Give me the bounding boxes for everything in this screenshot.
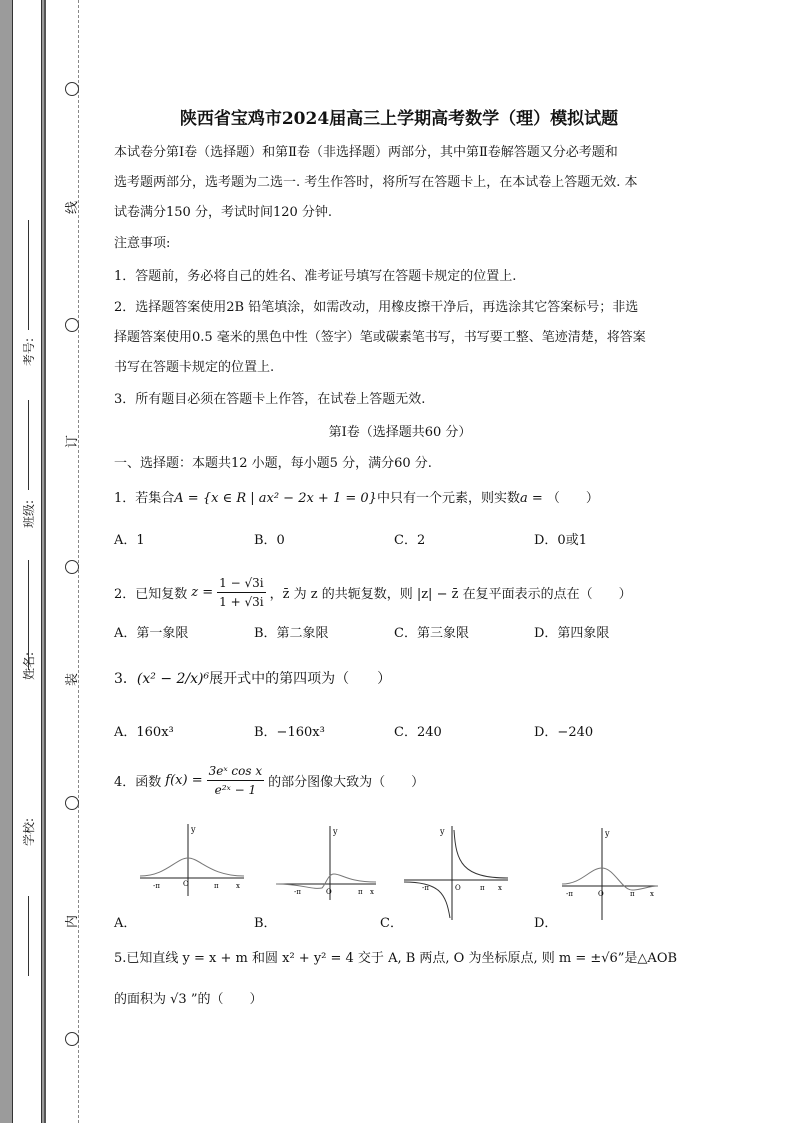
q3-suffix: 展开式中的第四项为（ ） (209, 671, 392, 687)
q3-option-c[interactable]: C．240 (394, 725, 442, 740)
q5-line2: 的面积为 √3 ”的（ ） (114, 992, 263, 1007)
q3-option-b[interactable]: B．−160x³ (254, 725, 325, 740)
question-1 (114, 484, 686, 514)
section-title: 第Ⅰ卷（选择题共60 分） (328, 425, 472, 440)
q2-option-b[interactable]: B．第二象限 (254, 626, 329, 641)
q4-graph-d (558, 824, 662, 922)
svg-text:O: O (598, 890, 604, 898)
q1-option-c[interactable]: C．2 (394, 533, 426, 548)
intro-line: 本试卷分第Ⅰ卷（选择题）和第Ⅱ卷（非选择题）两部分，其中第Ⅱ卷解答题又分必考题和 (114, 145, 618, 160)
examno-label: 考号: (22, 337, 36, 366)
notice-title: 注意事项: (114, 236, 171, 251)
cut-mark-nei: 内 (65, 914, 81, 929)
school-label: 学校: (22, 817, 36, 846)
class-label: 班级: (22, 499, 36, 528)
q4-graph-a (136, 820, 248, 900)
svg-text:x: x (650, 890, 654, 898)
q2-option-d[interactable]: D．第四象限 (534, 626, 610, 641)
svg-text:y: y (191, 825, 196, 834)
svg-text:x: x (370, 888, 374, 896)
svg-text:y: y (605, 829, 610, 838)
binding-hole (65, 82, 79, 96)
q2-suffix: ，z̄ 为 z 的共轭复数，则 |z| − z̄ 在复平面表示的点在（ ） (269, 587, 632, 602)
q1-var: a (519, 491, 528, 506)
binding-hole (65, 1032, 79, 1046)
q3-prefix: 3． (114, 671, 137, 687)
q3-option-d[interactable]: D．−240 (534, 725, 594, 740)
svg-text:O: O (455, 884, 461, 892)
svg-text:-π: -π (294, 888, 301, 896)
svg-text:π: π (480, 884, 485, 892)
q2-numerator: 1 − √3i (217, 574, 265, 593)
name-label: 姓名: (22, 651, 36, 680)
q4-graph-c (400, 822, 512, 922)
svg-text:y: y (333, 827, 338, 836)
question-2 (114, 574, 632, 611)
q3-expr: (x² − 2/x)⁶ (136, 671, 210, 687)
q4-option-b[interactable]: B． (254, 916, 277, 931)
binding-strip (12, 0, 42, 1123)
cut-mark-xian: 线 (65, 200, 81, 215)
q2-fraction (217, 574, 265, 611)
q1-end: = （ ） (527, 491, 599, 506)
page-title: 陕西省宝鸡市2024届高三上学期高考数学（理）模拟试题 (179, 109, 619, 129)
q4-denominator: e²ˣ − 1 (214, 783, 257, 797)
class-line (28, 400, 29, 490)
q2-option-c[interactable]: C．第三象限 (394, 626, 469, 641)
question-4 (114, 762, 424, 799)
binding-hole (65, 560, 79, 574)
q1-option-a[interactable]: A．1 (114, 533, 145, 548)
cut-mark-zhuang: 装 (65, 672, 81, 687)
q2-lhs: z = (191, 585, 214, 600)
q4-graph-b (272, 822, 380, 902)
notice-item: 书写在答题卡规定的位置上. (114, 360, 275, 375)
q1-set: A = {x ∈ R | ax² − 2x + 1 = 0} (174, 491, 377, 506)
svg-text:x: x (236, 882, 240, 890)
svg-text:O: O (326, 888, 332, 896)
svg-text:-π: -π (153, 882, 160, 890)
cut-mark-ding: 订 (65, 434, 81, 449)
part-title: 一、选择题：本题共12 小题，每小题5 分，满分60 分. (114, 456, 432, 471)
q4-option-c[interactable]: C． (380, 916, 403, 931)
binding-hole (65, 318, 79, 332)
q1-option-b[interactable]: B．0 (254, 533, 285, 548)
intro-line: 选考题两部分，选考题为二选一. 考生作答时，将所写在答题卡上，在本试卷上答题无效. 本 (114, 175, 638, 190)
svg-text:π: π (630, 890, 635, 898)
q2-option-a[interactable]: A．第一象限 (114, 626, 189, 641)
svg-text:π: π (358, 888, 363, 896)
q4-option-d[interactable]: D． (534, 916, 558, 931)
q4-numerator: 3eˣ cos x (207, 762, 265, 781)
q4-lhs: f(x) = (165, 773, 203, 788)
svg-text:O: O (183, 880, 189, 888)
q4-fraction (207, 762, 265, 799)
examno-line (28, 220, 29, 330)
q4-suffix: 的部分图像大致为（ ） (268, 775, 425, 790)
cut-dashed-line (78, 0, 79, 1123)
svg-text:x: x (498, 884, 502, 892)
q1-option-d[interactable]: D．0或1 (534, 533, 587, 548)
notice-item: 3．所有题目必须在答题卡上作答，在试卷上答题无效. (114, 392, 426, 407)
intro-line: 试卷满分150 分，考试时间120 分钟. (114, 205, 333, 220)
q4-prefix: 4．函数 (114, 775, 162, 790)
binding-hole (65, 796, 79, 810)
q2-denominator: 1 + √3i (219, 595, 264, 609)
q5-line1: 5.已知直线 y = x + m 和圆 x² + y² = 4 交于 A, B 两点, O 为坐标原点, 则 m = ±√6”是△AOB (114, 951, 678, 966)
notice-item: 2．选择题答案使用2B 铅笔填涂，如需改动，用橡皮擦干净后，再选涂其它答案标号；非选 (114, 300, 639, 315)
q2-prefix: 2．已知复数 (114, 587, 188, 602)
svg-text:-π: -π (422, 884, 429, 892)
svg-text:-π: -π (566, 890, 573, 898)
q3-option-a[interactable]: A．160x³ (114, 725, 174, 740)
svg-text:y: y (440, 827, 445, 836)
svg-text:π: π (214, 882, 219, 890)
q4-option-a[interactable]: A． (114, 916, 137, 931)
question-3 (114, 668, 391, 688)
q1-prefix: 1．若集合 (114, 491, 175, 506)
notice-item: 1．答题前，务必将自己的姓名、准考证号填写在答题卡规定的位置上. (114, 269, 517, 284)
school-line (28, 896, 29, 976)
q1-suffix: 中只有一个元素，则实数 (376, 491, 520, 506)
notice-item: 择题答案使用0.5 毫米的黑色中性（签字）笔或碳素笔书写，书写要工整、笔迹清楚，将答案 (114, 330, 646, 345)
binding-gutter (0, 0, 46, 1123)
